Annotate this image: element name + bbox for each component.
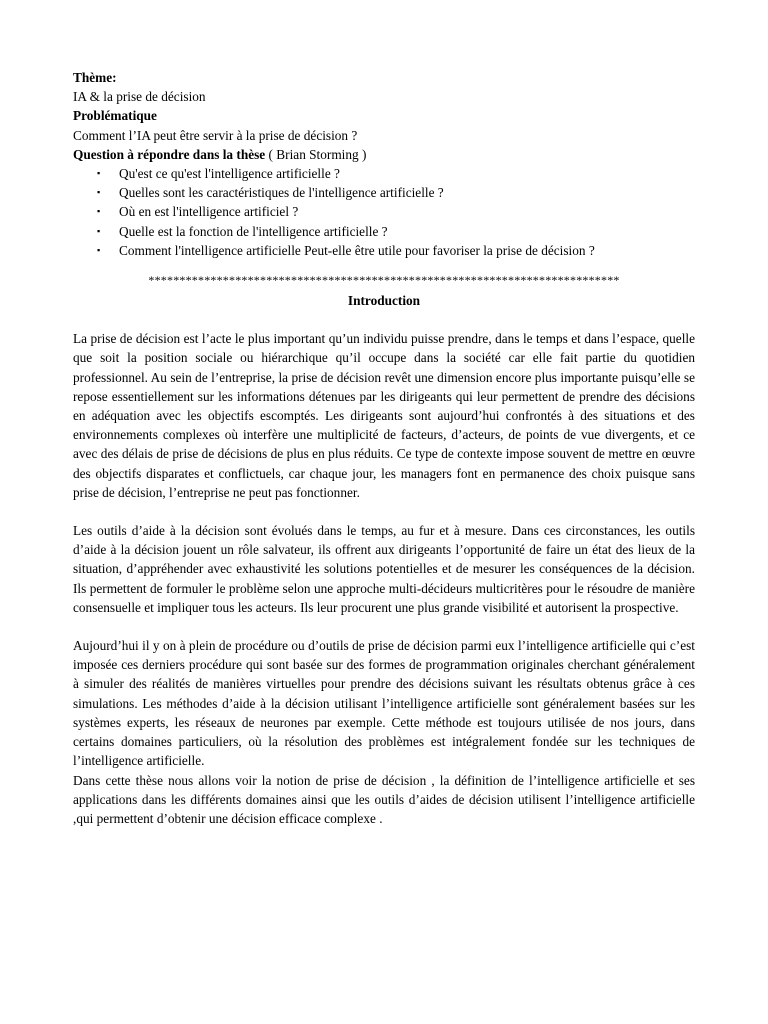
- intro-paragraph-4: Dans cette thèse nous allons voir la notion de prise de décision , la définition de l’intelligence artificielle et ses applications dans les différents domaines ainsi que les outils d’aides de décision utilisent l’intelligence artificielle ,qui permettent d’obtenir une décision efficace complexe .: [73, 772, 695, 826]
- list-item-text: Qu'est ce qu'est l'intelligence artificielle ?: [119, 166, 340, 182]
- document-page: [73, 68, 695, 828]
- question-source: ( Brian Storming ): [265, 146, 367, 162]
- question-list: [73, 164, 695, 260]
- list-item: [73, 183, 695, 202]
- intro-title: Introduction: [347, 293, 421, 309]
- bullet-icon: ▪: [97, 225, 101, 236]
- problem-label: Problématique: [73, 108, 157, 124]
- list-item: [73, 222, 695, 241]
- question-heading: [73, 145, 695, 164]
- theme-value: IA & la prise de décision: [73, 89, 206, 105]
- list-item: [73, 202, 695, 221]
- intro-paragraph-1: La prise de décision est l’acte le plus important qu’un individu puisse prendre, dans le temps et dans l’espace, quelle que soit la position sociale ou hiérarchique qu’il occupe dans la société car elle fait partie du quotidien professionnel. Au sein de l’entreprise, la prise de décision revêt une dimension encore plus importante puisqu’elle se repose essentiellement sur les informations détenues par les dirigeants qui leur permettent de prendre des décisions en adéquation avec les objectifs escomptés. Les dirigeants sont aujourd’hui confrontés à des situations et des environnements complexes où interfère une multiplicité de facteurs, d’acteurs, de points de vue divergents, et ce avec des délais de prise de décisions de plus en plus réduits. Ce type de contexte impose souvent de mettre en œuvre des objectifs disparates et conflictuels, car chaque jour, les managers font en permanence des choix puisque sans prise de décision, l’entreprise ne peut pas fonctionner.: [73, 331, 695, 500]
- list-item-text: Comment l'intelligence artificielle Peut-elle être utile pour favoriser la prise de décision ?: [119, 242, 595, 258]
- separator-line: ****************************************************************************: [148, 273, 620, 288]
- bullet-icon: ▪: [97, 187, 101, 198]
- list-item-text: Où en est l'intelligence artificiel ?: [119, 204, 299, 220]
- question-label: Question à répondre dans la thèse: [73, 146, 266, 162]
- list-item-text: Quelle est la fonction de l'intelligence artificielle ?: [119, 223, 388, 239]
- intro-paragraph-3: Aujourd’hui il y on à plein de procédure ou d’outils de prise de décision parmi eux l’intelligence artificielle qui c’est imposée ces derniers procédure qui sont basée sur des formes de programmation originales cherchant généralement à simuler des réalités de manières virtuelles pour prendre des décisions suivant les résultats obtenus grâce à ces simulations. Les méthodes d’aide à la décision utilisant l’intelligence artificielle sont généralement basées sur les systèmes experts, les réseaux de neurones par exemple. Cette méthode est toujours utilisée de nos jours, dans certains domaines particuliers, où la résolution des problèmes est intégralement fondée sur les techniques de l’intelligence artificielle.: [73, 638, 695, 769]
- theme-label: Thème:: [73, 70, 117, 85]
- bullet-icon: ▪: [97, 168, 101, 179]
- list-item-text: Quelles sont les caractéristiques de l'intelligence artificielle ?: [119, 185, 444, 201]
- list-item: [73, 164, 695, 183]
- bullet-icon: ▪: [97, 244, 101, 255]
- problem-value: Comment l’IA peut être servir à la prise de décision ?: [73, 127, 358, 143]
- bullet-icon: ▪: [97, 206, 101, 217]
- intro-paragraph-2: Les outils d’aide à la décision sont évolués dans le temps, au fur et à mesure. Dans ces circonstances, les outils d’aide à la décision jouent un rôle salvateur, ils offrent aux dirigeants l’opportunité de faire un état des lieux de la situation, d’appréhender avec exhaustivité les solutions potentielles et de mesurer les conséquences de la décision. Ils permettent de formuler le problème selon une approche multi-décideurs multicritères pour le résoudre de manière consensuelle et impliquer tous les acteurs. Ils leur procurent une plus grande visibilité et autorisent la prospective.: [73, 523, 695, 615]
- list-item: [73, 241, 695, 260]
